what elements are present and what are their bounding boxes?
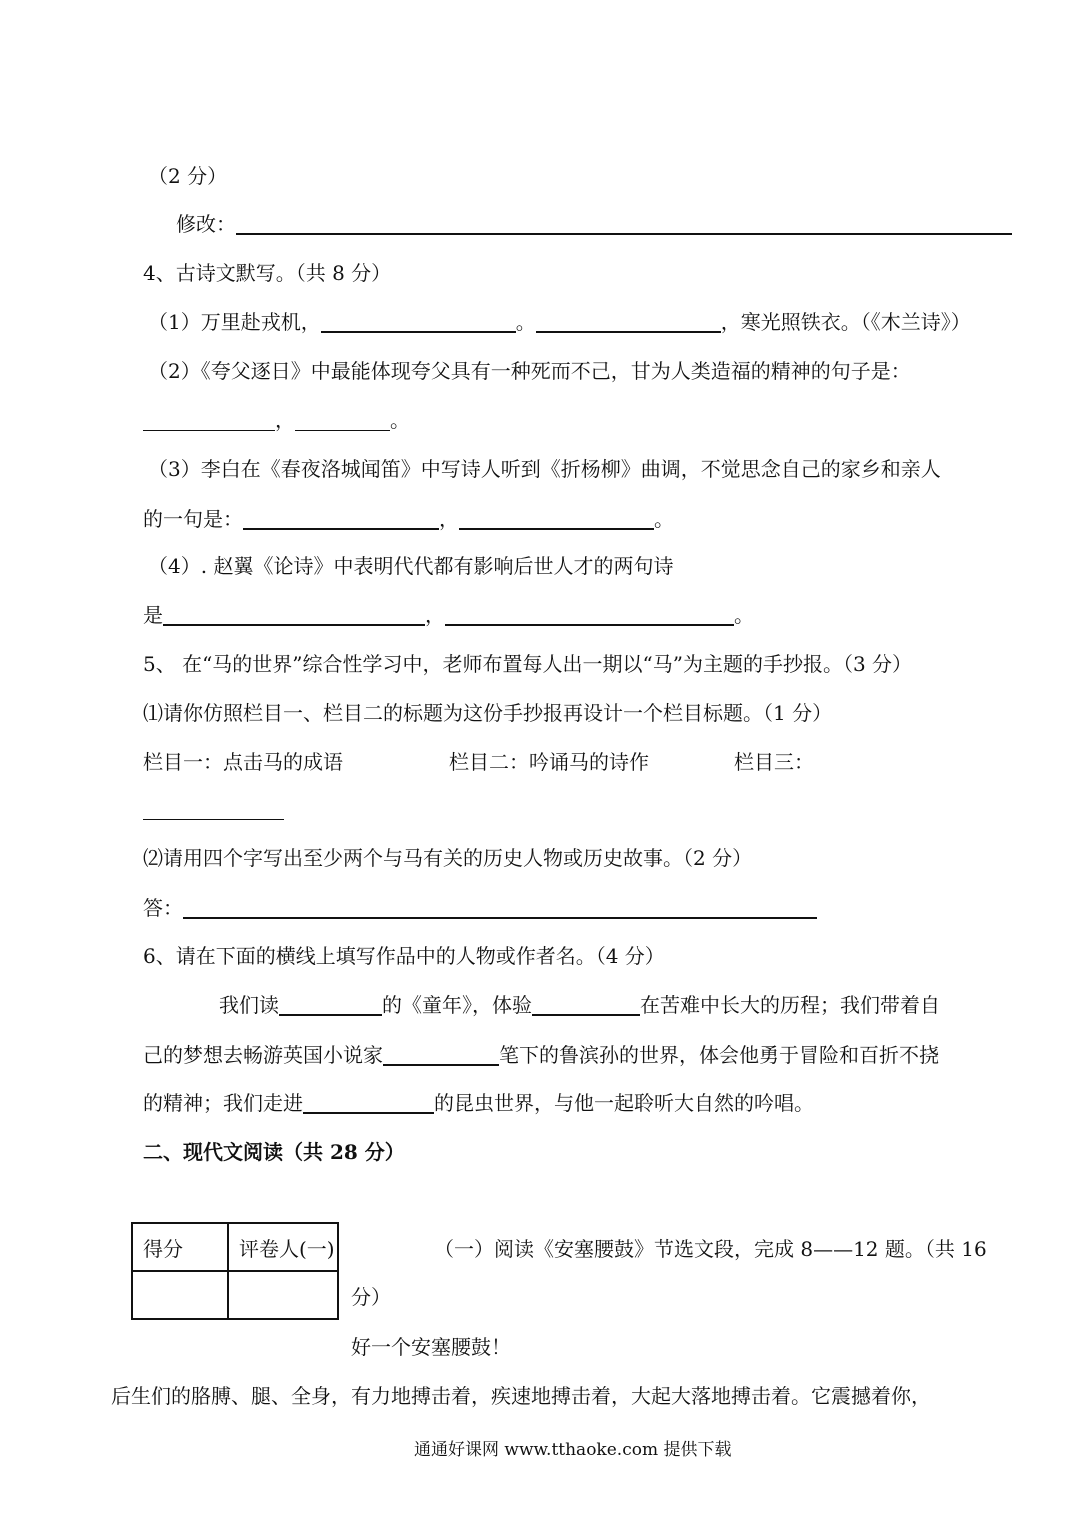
q4-item3-blank-2[interactable] bbox=[459, 508, 654, 530]
q4-item2: （2）《夸父逐日》中最能体现夸父具有一种死而不己，甘为人类造福的精神的句子是： bbox=[148, 359, 911, 383]
q6-text-3b: 的昆虫世界，与他一起聆听大自然的吟唱。 bbox=[434, 1091, 814, 1115]
q5-answer-label: 答： bbox=[143, 896, 183, 920]
section-2-title: 二、现代文阅读（共 28 分） bbox=[143, 1140, 405, 1164]
q5-column-3: 栏目三： bbox=[734, 750, 814, 774]
q6-text-1a: 我们读 bbox=[219, 993, 279, 1017]
q5-title: 5、 在“马的世界”综合性学习中，老师布置每人出一期以“马”为主题的手抄报。（3 分） bbox=[143, 652, 913, 676]
q5-column-1: 栏目一：点击马的成语 bbox=[143, 750, 343, 774]
q6-text-1c: 在苦难中长大的历程；我们带着自 bbox=[640, 993, 940, 1017]
q4-item2-answer bbox=[143, 408, 410, 432]
q4-item3-text-b: 的一句是： bbox=[143, 507, 243, 531]
reading-intro-tail: 分） bbox=[351, 1285, 391, 1309]
q6-line-3 bbox=[143, 1091, 814, 1115]
fix-line bbox=[176, 212, 1012, 236]
q5-answer-blank[interactable] bbox=[183, 897, 817, 919]
q5-sub2: ⑵请用四个字写出至少两个与马有关的历史人物或历史故事。（2 分） bbox=[143, 846, 753, 870]
q6-blank-2[interactable] bbox=[532, 994, 640, 1016]
q4-item4-answer bbox=[143, 603, 754, 627]
q4-item1-blank-2[interactable] bbox=[536, 311, 721, 333]
q4-item1-text-a: （1）万里赴戎机， bbox=[148, 310, 321, 334]
q4-item4-blank-2[interactable] bbox=[445, 604, 734, 626]
q6-line-2 bbox=[143, 1043, 939, 1067]
score-header: 得分 bbox=[132, 1223, 228, 1271]
q4-item4-blank-1[interactable] bbox=[163, 604, 425, 626]
q4-item1 bbox=[148, 310, 971, 334]
reading-intro: （一）阅读《安塞腰鼓》节选文段，完成 8——12 题。（共 16 bbox=[434, 1237, 987, 1261]
q5-answer-line bbox=[143, 896, 817, 920]
q4-title: 4、古诗文默写。（共 8 分） bbox=[143, 261, 392, 285]
q6-text-2a: 己的梦想去畅游英国小说家 bbox=[143, 1043, 383, 1067]
passage-line-2: 后生们的胳膊、腿、全身，有力地搏击着，疾速地搏击着，大起大落地搏击着。它震撼着你， bbox=[111, 1384, 931, 1408]
q4-item2-comma: ， bbox=[275, 408, 295, 432]
points-note: （2 分） bbox=[148, 164, 228, 188]
q4-item1-text-c: ，寒光照铁衣。（《木兰诗》） bbox=[720, 310, 971, 334]
q4-item4-text-b: 是 bbox=[143, 603, 163, 627]
q6-blank-4[interactable] bbox=[303, 1092, 434, 1114]
footer-credit: 通通好课网 www.tthaoke.com 提供下载 bbox=[414, 1440, 732, 1460]
q4-item4: （4）. 赵翼《论诗》中表明代代都有影响后世人才的两句诗 bbox=[148, 554, 674, 578]
q6-text-3a: 的精神；我们走进 bbox=[143, 1091, 303, 1115]
q4-item3-comma: ， bbox=[439, 507, 459, 531]
score-cell[interactable] bbox=[132, 1271, 228, 1319]
q4-item3-blank-1[interactable] bbox=[243, 508, 439, 530]
q4-item4-period: 。 bbox=[734, 603, 754, 627]
q5-column-3-blank[interactable] bbox=[143, 799, 284, 820]
q6-text-1b: 的《童年》，体验 bbox=[382, 993, 532, 1017]
q4-item2-blank-2[interactable] bbox=[295, 410, 390, 431]
q6-blank-1[interactable] bbox=[279, 994, 382, 1016]
q4-item3-period: 。 bbox=[654, 507, 674, 531]
q4-item2-period: 。 bbox=[390, 408, 410, 432]
q4-item3: （3）李白在《春夜洛城闻笛》中写诗人听到《折杨柳》曲调，不觉思念自己的家乡和亲人 bbox=[148, 457, 941, 481]
q4-item1-text-b: 。 bbox=[515, 310, 536, 334]
q4-item2-blank-1[interactable] bbox=[143, 410, 275, 431]
grader-cell[interactable] bbox=[228, 1271, 338, 1319]
q6-title: 6、请在下面的横线上填写作品中的人物或作者名。（4 分） bbox=[143, 944, 665, 968]
q6-line-1 bbox=[219, 993, 940, 1017]
fix-blank[interactable] bbox=[236, 213, 1012, 235]
q6-blank-3[interactable] bbox=[383, 1044, 499, 1066]
q5-sub1: ⑴请你仿照栏目一、栏目二的标题为这份手抄报再设计一个栏目标题。（1 分） bbox=[143, 701, 833, 725]
score-table bbox=[131, 1222, 339, 1320]
q4-item3-answer bbox=[143, 507, 674, 531]
q6-text-2b: 笔下的鲁滨孙的世界，体会他勇于冒险和百折不挠 bbox=[499, 1043, 939, 1067]
q4-item4-comma: ， bbox=[425, 603, 445, 627]
q5-column-3-line bbox=[143, 797, 284, 821]
q4-item1-blank-1[interactable] bbox=[321, 311, 516, 333]
fix-label: 修改： bbox=[176, 212, 236, 236]
passage-line-1: 好一个安塞腰鼓！ bbox=[351, 1335, 511, 1359]
q5-column-2: 栏目二：吟诵马的诗作 bbox=[449, 750, 649, 774]
grader-header: 评卷人(一) bbox=[228, 1223, 338, 1271]
